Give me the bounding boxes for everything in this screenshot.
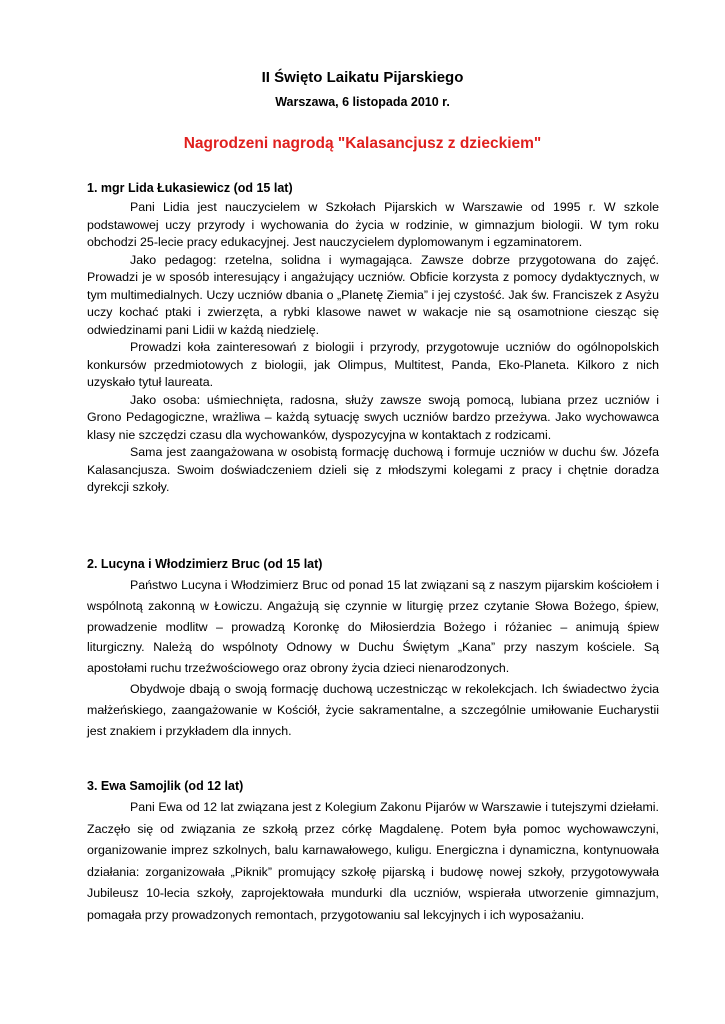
paragraph: Pani Lidia jest nauczycielem w Szkołach Pijarskich w Warszawie od 1995 r. W szkole podstawowej uczy przyrody i wychowania do życia w rodzinie, w gimnazjum biologii. W tym roku obchodzi 25-lecie pracy edukacyjnej. Jest nauczycielem dyplomowanym i egzaminatorem. [87, 200, 659, 249]
awardee-section-2 [87, 555, 659, 741]
paragraph: Prowadzi koła zainteresowań z biologii i przyrody, przygotowuje uczniów do ogólnopolskich konkursów przedmiotowych z biologii, jak Olimpus, Multitest, Panda, Eko-Planeta. Kilkoro z nich uzyskało tytuł laureata. [87, 340, 659, 389]
paragraph: Sama jest zaangażowana w osobistą formację duchową i formuje uczniów w duchu św. Józefa Kalasancjusza. Swoim doświadczeniem dzieli się z młodszymi kolegami z pracy i chętnie doradza dyrekcji szkoły. [87, 445, 659, 494]
section-heading: 3. Ewa Samojlik (od 12 lat) [87, 779, 244, 793]
paragraph: Pani Ewa od 12 lat związana jest z Kolegium Zakonu Pijarów w Warszawie i tutejszymi dziełami. Zaczęło się od związania ze szkołą przez córkę Magdalenę. Potem była pomoc wychowawczyni, organizowanie imprez szkolnych, balu karnawałowego, kuligu. Energiczna i dynamiczna, kontynuowała działania: zorganizowała „Piknik” promujący szkołę pijarską i budowę nowej szkoły, przygotowywała Jubileusz 10-lecia szkoły, zaprojektowała mundurki dla uczniów, wspierała utworzenie gimnazjum, pomagała przy prowadzonych remontach, przygotowaniu sal lekcyjnych i ich wyposażaniu. [87, 800, 659, 922]
awardee-section-1 [87, 179, 659, 497]
section-heading: 1. mgr Lida Łukasiewicz (od 15 lat) [87, 181, 293, 195]
awardee-section-3 [87, 777, 659, 926]
award-heading: Nagrodzeni nagrodą "Kalasancjusz z dzieckiem" [183, 135, 542, 152]
document-title: II Święto Laikatu Pijarskiego [261, 69, 464, 86]
paragraph: Państwo Lucyna i Włodzimierz Bruc od ponad 15 lat związani są z naszym pijarskim kościołem i wspólnotą zakonną w Łowiczu. Angażują się czynnie w liturgię przez czytanie Słowa Bożego, śpiew, prowadzenie modlitw – prowadzą Koronkę do Miłosierdzia Bożego i różaniec – animują śpiew liturgiczny. Należą do wspólnoty Odnowy w Duchu Świętym „Kana” przy naszym kościele. Są apostołami ruchu trzeźwościowego oraz obrony życia dzieci nienarodzonych. [87, 578, 659, 676]
paragraph: Jako pedagog: rzetelna, solidna i wymagająca. Zawsze dobrze przygotowana do zajęć. Prowadzi je w sposób interesujący i angażujący uczniów. Obficie korzysta z pomocy dydaktycznych, w tym multimedialnych. Uczy uczniów dbania o „Planetę Ziemia” i jej czystość. Jak św. Franciszek z Asyżu uczy kochać ptaki i zwierzęta, a rybki klasowe nawet w wakacje nie są osamotnione ciesząc się odwiedzinami pani Lidii w każdą niedzielę. [87, 252, 659, 337]
section-heading: 2. Lucyna i Włodzimierz Bruc (od 15 lat) [87, 557, 323, 571]
paragraph: Jako osoba: uśmiechnięta, radosna, służy zawsze swoją pomocą, lubiana przez uczniów i Grono Pedagogiczne, wrażliwa – każdą sytuację swych uczniów bardzo przeżywa. Jako wychowawca klasy nie szczędzi czasu dla wychowanków, dyspozycyjna w kontaktach z rodzicami. [87, 392, 659, 442]
document-subtitle: Warszawa, 6 listopada 2010 r. [275, 95, 450, 109]
paragraph: Obydwoje dbają o swoją formację duchową uczestnicząc w rekolekcjach. Ich świadectwo życia małżeńskiego, zaangażowanie w Kościół, życie sakramentalne, a szczególnie umiłowanie Eucharystii jest znakiem i przykładem dla innych. [87, 681, 659, 738]
